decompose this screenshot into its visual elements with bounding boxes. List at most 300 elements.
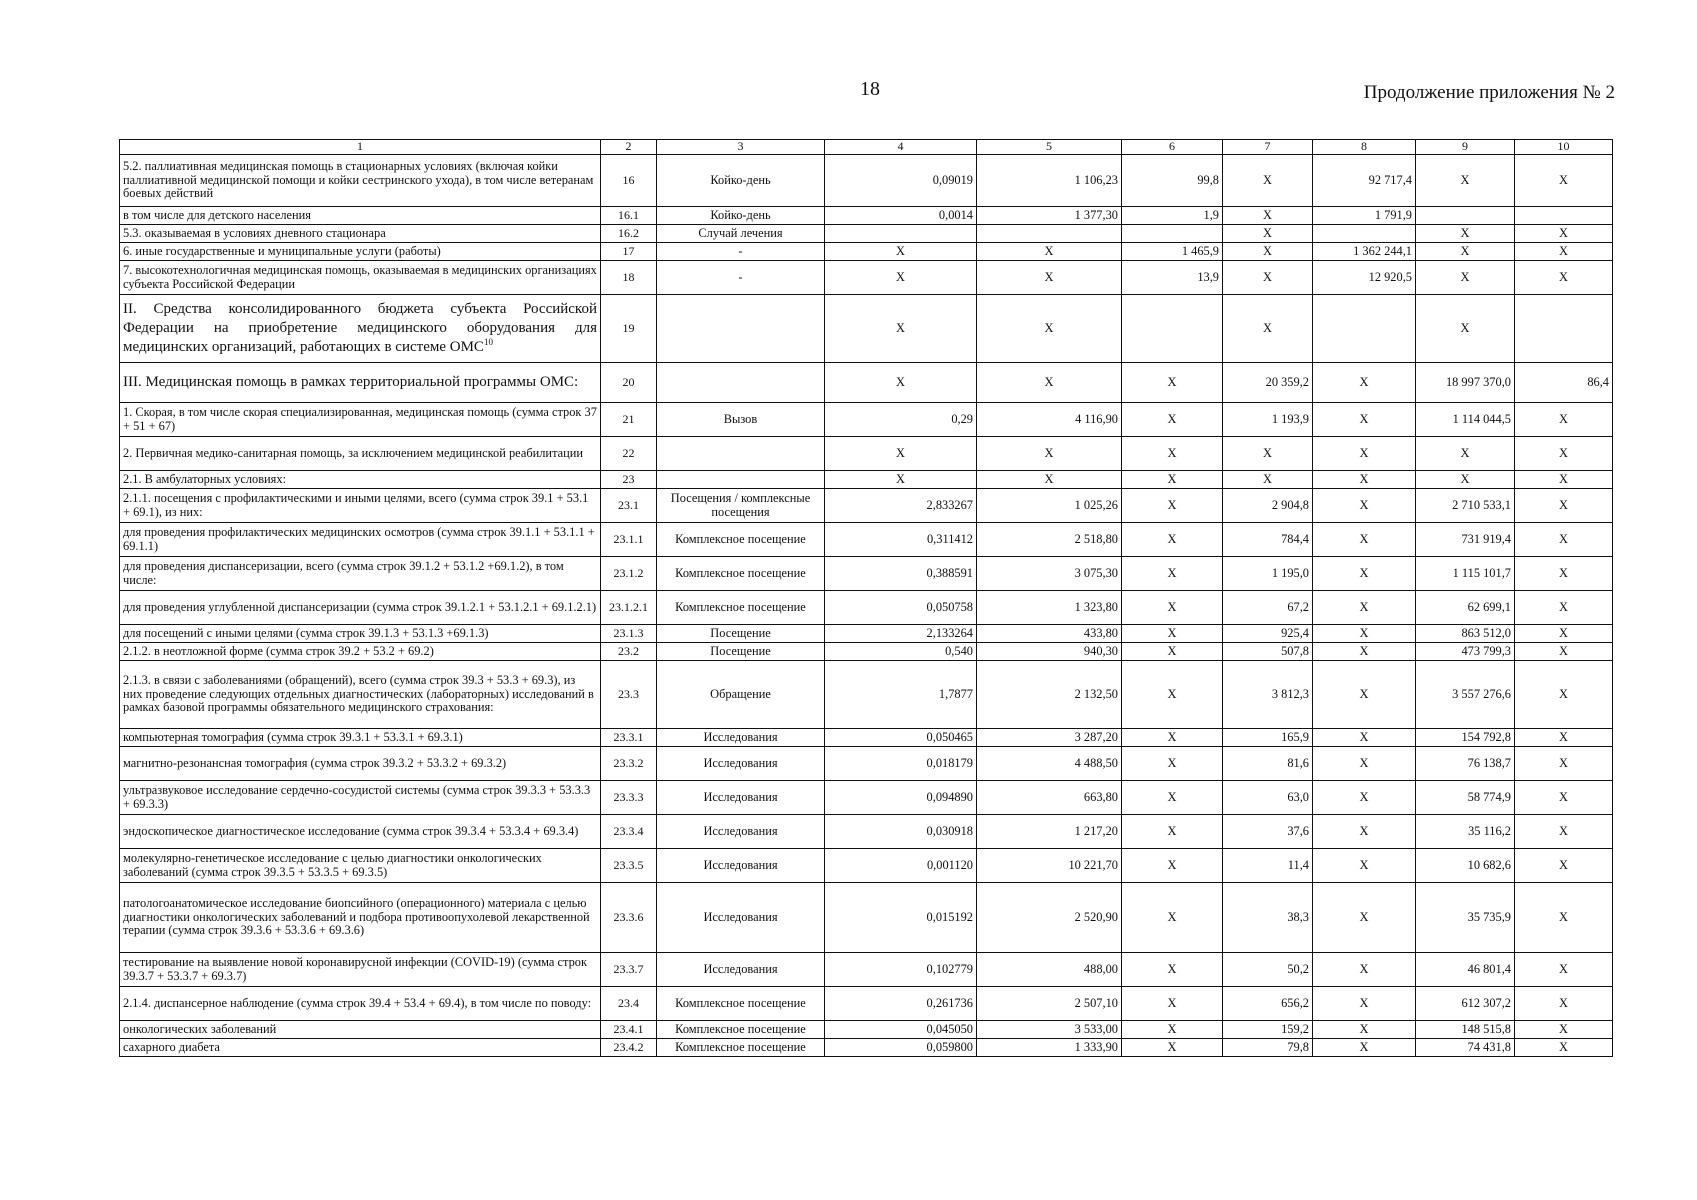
cell-per-capita-budget: X [1122,1021,1223,1039]
cell-volume-norm: 0,018179 [825,747,977,781]
column-header: 8 [1313,140,1416,155]
cell-cost-norm: 2 132,50 [977,661,1122,729]
cell-row-number: 23.3.1 [601,729,657,747]
cell-per-capita-budget: X [1122,591,1223,625]
cell-volume-norm: 0,388591 [825,557,977,591]
cell-unit: Комплексное посещение [657,523,825,557]
cell-per-capita-oms: 1 193,9 [1223,403,1313,437]
cell-oms-cost: 148 515,8 [1416,1021,1515,1039]
cell-per-capita-budget: X [1122,625,1223,643]
cell-indicator: для посещений с иными целями (сумма строк 39.1.3 + 53.1.3 +69.1.3) [120,625,601,643]
cell-oms-cost: 10 682,6 [1416,849,1515,883]
cell-volume-norm: 2,833267 [825,489,977,523]
cell-row-number: 23.1.2 [601,557,657,591]
cell-oms-cost: 58 774,9 [1416,781,1515,815]
cell-unit [657,471,825,489]
table-row [120,661,1613,729]
page-number: 18 [860,78,880,100]
cell-volume-norm: 0,059800 [825,1039,977,1057]
cell-indicator: 1. Скорая, в том числе скорая специализированная, медицинская помощь (сумма строк 37 + 51 + 67) [120,403,601,437]
cell-per-capita-oms: 656,2 [1223,987,1313,1021]
cell-oms-cost: 863 512,0 [1416,625,1515,643]
table-row [120,363,1613,403]
cell-budget-cost: X [1313,643,1416,661]
cell-indicator: сахарного диабета [120,1039,601,1057]
cell-per-capita-budget: X [1122,953,1223,987]
cell-row-number: 23.4.2 [601,1039,657,1057]
cell-budget-cost: X [1313,849,1416,883]
cell-per-capita-budget: 1,9 [1122,207,1223,225]
cell-percent: X [1515,591,1613,625]
table-row [120,747,1613,781]
table-row [120,489,1613,523]
cell-row-number: 20 [601,363,657,403]
cell-indicator: для проведения профилактических медицинских осмотров (сумма строк 39.1.1 + 53.1.1 + 69.1.1) [120,523,601,557]
column-header: 10 [1515,140,1613,155]
cell-indicator: онкологических заболеваний [120,1021,601,1039]
cell-row-number: 22 [601,437,657,471]
cell-row-number: 23.3.2 [601,747,657,781]
footnote-ref: 10 [483,337,493,348]
cell-volume-norm: 0,29 [825,403,977,437]
cell-percent: X [1515,815,1613,849]
cell-indicator: 2. Первичная медико-санитарная помощь, за исключением медицинской реабилитации [120,437,601,471]
cell-per-capita-budget: X [1122,729,1223,747]
cell-volume-norm: 0,102779 [825,953,977,987]
cell-per-capita-budget: X [1122,883,1223,953]
cell-per-capita-budget: 99,8 [1122,155,1223,207]
cell-indicator: эндоскопическое диагностическое исследование (сумма строк 39.3.4 + 53.3.4 + 69.3.4) [120,815,601,849]
cell-per-capita-oms: X [1223,243,1313,261]
cell-volume-norm: 0,311412 [825,523,977,557]
cell-cost-norm: X [977,261,1122,295]
cell-per-capita-oms: 37,6 [1223,815,1313,849]
cell-indicator: ультразвуковое исследование сердечно-сосудистой системы (сумма строк 39.3.3 + 53.3.3 + 69.3.3) [120,781,601,815]
cell-budget-cost: X [1313,1021,1416,1039]
cell-budget-cost: X [1313,781,1416,815]
cell-row-number: 23.3.3 [601,781,657,815]
column-header: 1 [120,140,601,155]
cell-per-capita-budget: X [1122,815,1223,849]
cell-indicator: 5.2. паллиативная медицинская помощь в стационарных условиях (включая койки паллиативной медицинской помощи и койки сестринского ухода), в том числе ветеранам боевых действий [120,155,601,207]
cell-budget-cost: X [1313,987,1416,1021]
cell-oms-cost: X [1416,225,1515,243]
table-row [120,261,1613,295]
cell-per-capita-oms: 11,4 [1223,849,1313,883]
cell-per-capita-budget: X [1122,987,1223,1021]
cell-oms-cost: 35 116,2 [1416,815,1515,849]
cell-indicator: магнитно-резонансная томография (сумма строк 39.3.2 + 53.3.2 + 69.3.2) [120,747,601,781]
cell-row-number: 16.2 [601,225,657,243]
table-row [120,625,1613,643]
table-row [120,815,1613,849]
cell-oms-cost: 154 792,8 [1416,729,1515,747]
cell-row-number: 19 [601,295,657,363]
cell-cost-norm: X [977,471,1122,489]
cell-row-number: 23.1.3 [601,625,657,643]
cell-unit: - [657,243,825,261]
cell-cost-norm: 3 533,00 [977,1021,1122,1039]
cell-per-capita-oms: 3 812,3 [1223,661,1313,729]
cell-row-number: 23.3.4 [601,815,657,849]
cell-volume-norm: X [825,261,977,295]
cell-row-number: 23.3.7 [601,953,657,987]
cell-per-capita-oms: X [1223,225,1313,243]
cell-cost-norm: 1 106,23 [977,155,1122,207]
cell-budget-cost [1313,225,1416,243]
cell-per-capita-budget: X [1122,643,1223,661]
table-row [120,557,1613,591]
cell-cost-norm: X [977,363,1122,403]
cell-unit: Комплексное посещение [657,1039,825,1057]
cell-oms-cost: 1 114 044,5 [1416,403,1515,437]
cell-indicator: 2.1. В амбулаторных условиях: [120,471,601,489]
cell-unit: Исследования [657,883,825,953]
table-row [120,437,1613,471]
cell-oms-cost: 3 557 276,6 [1416,661,1515,729]
cell-budget-cost: 1 791,9 [1313,207,1416,225]
cell-percent: X [1515,403,1613,437]
cell-indicator: III. Медицинская помощь в рамках территориальной программы ОМС: [120,363,601,403]
cell-unit: Исследования [657,953,825,987]
cell-per-capita-oms: 63,0 [1223,781,1313,815]
cell-budget-cost: X [1313,953,1416,987]
cell-row-number: 23.4 [601,987,657,1021]
cell-budget-cost: X [1313,591,1416,625]
cell-per-capita-oms: 925,4 [1223,625,1313,643]
cell-indicator: 6. иные государственные и муниципальные услуги (работы) [120,243,601,261]
cell-budget-cost: 92 717,4 [1313,155,1416,207]
cell-per-capita-oms: 81,6 [1223,747,1313,781]
cell-per-capita-budget: X [1122,471,1223,489]
cell-percent [1515,295,1613,363]
cell-per-capita-budget: X [1122,1039,1223,1057]
column-header-row [120,140,1613,155]
cell-per-capita-oms: X [1223,437,1313,471]
cell-oms-cost [1416,207,1515,225]
cell-indicator: 5.3. оказываемая в условиях дневного стационара [120,225,601,243]
table-row [120,243,1613,261]
cell-row-number: 17 [601,243,657,261]
cell-row-number: 23.3 [601,661,657,729]
cell-per-capita-oms: 507,8 [1223,643,1313,661]
cell-cost-norm: 940,30 [977,643,1122,661]
cell-budget-cost: X [1313,883,1416,953]
cell-unit: Комплексное посещение [657,1021,825,1039]
cell-row-number: 23.3.5 [601,849,657,883]
cell-per-capita-oms: 38,3 [1223,883,1313,953]
cell-percent: X [1515,243,1613,261]
cell-row-number: 21 [601,403,657,437]
column-header: 6 [1122,140,1223,155]
cell-indicator: II. Средства консолидированного бюджета субъекта Российской Федерации на приобретение медицинского оборудования для медицинских организаций, работающих в системе ОМС$^{10}$ [120,295,601,363]
cell-cost-norm: 3 075,30 [977,557,1122,591]
cell-cost-norm: 663,80 [977,781,1122,815]
table-row [120,1039,1613,1057]
cell-cost-norm: 4 488,50 [977,747,1122,781]
cell-cost-norm: 2 507,10 [977,987,1122,1021]
cell-budget-cost: 12 920,5 [1313,261,1416,295]
cell-budget-cost [1313,295,1416,363]
cell-percent: X [1515,661,1613,729]
cell-unit: Случай лечения [657,225,825,243]
cell-cost-norm: 488,00 [977,953,1122,987]
cell-unit: Исследования [657,729,825,747]
column-header: 4 [825,140,977,155]
appendix-title: Продолжение приложения № 2 [1363,82,1615,103]
cell-percent: X [1515,557,1613,591]
cell-per-capita-budget: X [1122,403,1223,437]
table-row [120,953,1613,987]
cell-per-capita-budget: 13,9 [1122,261,1223,295]
cell-budget-cost: X [1313,403,1416,437]
cell-percent: X [1515,523,1613,557]
cell-volume-norm: 0,540 [825,643,977,661]
cell-percent: X [1515,747,1613,781]
cell-cost-norm: 433,80 [977,625,1122,643]
cell-indicator: компьютерная томография (сумма строк 39.3.1 + 53.3.1 + 69.3.1) [120,729,601,747]
cell-indicator: 7. высокотехнологичная медицинская помощь, оказываемая в медицинских организациях субъекта Российской Федерации [120,261,601,295]
cell-percent: X [1515,437,1613,471]
column-header: 5 [977,140,1122,155]
cell-volume-norm: 2,133264 [825,625,977,643]
cell-per-capita-budget [1122,225,1223,243]
table-row [120,403,1613,437]
cell-per-capita-budget: X [1122,747,1223,781]
table-row [120,849,1613,883]
cell-indicator: для проведения диспансеризации, всего (сумма строк 39.1.2 + 53.1.2 +69.1.2), в том числе: [120,557,601,591]
cell-budget-cost: X [1313,363,1416,403]
cell-row-number: 23.1.1 [601,523,657,557]
cell-budget-cost: X [1313,437,1416,471]
table-row [120,1021,1613,1039]
cell-oms-cost: 1 115 101,7 [1416,557,1515,591]
cell-row-number: 23.3.6 [601,883,657,953]
cell-unit: Койко-день [657,155,825,207]
cell-oms-cost: 46 801,4 [1416,953,1515,987]
cell-oms-cost: 18 997 370,0 [1416,363,1515,403]
cell-percent: X [1515,849,1613,883]
cell-indicator: 2.1.3. в связи с заболеваниями (обращений), всего (сумма строк 39.3 + 53.3 + 69.3), из них проведение следующих отдельных диагностических (лабораторных) исследований в рамках базовой программы обязательного медицинского страхования: [120,661,601,729]
cell-indicator: 2.1.4. диспансерное наблюдение (сумма строк 39.4 + 53.4 + 69.4), в том числе по поводу: [120,987,601,1021]
cell-cost-norm [977,225,1122,243]
cell-budget-cost: X [1313,625,1416,643]
cell-unit [657,437,825,471]
cell-volume-norm: X [825,243,977,261]
cell-percent: X [1515,781,1613,815]
table-body [120,155,1613,1057]
cell-percent: X [1515,729,1613,747]
cell-volume-norm: X [825,363,977,403]
table-row [120,295,1613,363]
cell-cost-norm: 2 520,90 [977,883,1122,953]
cell-oms-cost: 612 307,2 [1416,987,1515,1021]
cell-per-capita-budget: X [1122,661,1223,729]
cell-unit: Вызов [657,403,825,437]
cell-per-capita-oms: X [1223,155,1313,207]
table-row [120,883,1613,953]
cell-percent: 86,4 [1515,363,1613,403]
cell-oms-cost: 35 735,9 [1416,883,1515,953]
cell-unit: Посещение [657,625,825,643]
cell-cost-norm: 1 323,80 [977,591,1122,625]
cell-per-capita-oms: 2 904,8 [1223,489,1313,523]
cell-percent: X [1515,1021,1613,1039]
cell-volume-norm: 0,001120 [825,849,977,883]
cell-oms-cost: 74 431,8 [1416,1039,1515,1057]
cell-percent: X [1515,1039,1613,1057]
data-table [119,139,1613,1057]
cell-per-capita-oms: X [1223,261,1313,295]
cell-per-capita-oms: X [1223,295,1313,363]
cell-percent: X [1515,155,1613,207]
cell-budget-cost: X [1313,815,1416,849]
table-row [120,207,1613,225]
cell-per-capita-budget: 1 465,9 [1122,243,1223,261]
cell-row-number: 23.2 [601,643,657,661]
cell-oms-cost: X [1416,243,1515,261]
cell-volume-norm: X [825,471,977,489]
cell-unit: Обращение [657,661,825,729]
cell-row-number: 16 [601,155,657,207]
cell-volume-norm: 0,050758 [825,591,977,625]
cell-row-number: 16.1 [601,207,657,225]
cell-oms-cost: X [1416,295,1515,363]
cell-volume-norm: 0,030918 [825,815,977,849]
cell-volume-norm: 0,261736 [825,987,977,1021]
cell-cost-norm: 4 116,90 [977,403,1122,437]
cell-oms-cost: X [1416,437,1515,471]
cell-unit: Исследования [657,849,825,883]
cell-volume-norm: 0,0014 [825,207,977,225]
cell-oms-cost: 62 699,1 [1416,591,1515,625]
cell-unit: Комплексное посещение [657,591,825,625]
cell-oms-cost: X [1416,471,1515,489]
cell-budget-cost: X [1313,523,1416,557]
cell-indicator: тестирование на выявление новой коронавирусной инфекции (COVID-19) (сумма строк 39.3.7 + 53.3.7 + 69.3.7) [120,953,601,987]
cell-budget-cost: X [1313,1039,1416,1057]
cell-per-capita-budget [1122,295,1223,363]
cell-per-capita-oms: 165,9 [1223,729,1313,747]
cell-per-capita-budget: X [1122,523,1223,557]
cell-volume-norm: 0,094890 [825,781,977,815]
cell-unit: Комплексное посещение [657,987,825,1021]
cell-row-number: 23.1.2.1 [601,591,657,625]
cell-per-capita-budget: X [1122,489,1223,523]
cell-row-number: 23.1 [601,489,657,523]
cell-per-capita-budget: X [1122,437,1223,471]
cell-indicator: 2.1.1. посещения с профилактическими и иными целями, всего (сумма строк 39.1 + 53.1 + 69.1), из них: [120,489,601,523]
cell-oms-cost: X [1416,261,1515,295]
cell-unit: - [657,261,825,295]
cell-unit: Койко-день [657,207,825,225]
cell-budget-cost: X [1313,471,1416,489]
column-header: 3 [657,140,825,155]
cell-unit [657,363,825,403]
cell-volume-norm: 0,09019 [825,155,977,207]
table-row [120,729,1613,747]
cell-budget-cost: X [1313,557,1416,591]
cell-unit: Исследования [657,781,825,815]
cell-budget-cost: X [1313,747,1416,781]
cell-cost-norm: 1 333,90 [977,1039,1122,1057]
cell-unit: Посещения / комплексные посещения [657,489,825,523]
cell-cost-norm: 1 025,26 [977,489,1122,523]
cell-percent [1515,207,1613,225]
cell-unit [657,295,825,363]
cell-percent: X [1515,489,1613,523]
cell-per-capita-oms: 159,2 [1223,1021,1313,1039]
cell-unit: Исследования [657,747,825,781]
cell-indicator: для проведения углубленной диспансеризации (сумма строк 39.1.2.1 + 53.1.2.1 + 69.1.2.1) [120,591,601,625]
cell-cost-norm: 1 217,20 [977,815,1122,849]
cell-cost-norm: X [977,437,1122,471]
cell-per-capita-oms: 784,4 [1223,523,1313,557]
cell-oms-cost: 76 138,7 [1416,747,1515,781]
cell-volume-norm: 0,015192 [825,883,977,953]
cell-per-capita-oms: X [1223,471,1313,489]
cell-indicator: 2.1.2. в неотложной форме (сумма строк 39.2 + 53.2 + 69.2) [120,643,601,661]
cell-cost-norm: X [977,295,1122,363]
cell-per-capita-budget: X [1122,557,1223,591]
cell-per-capita-oms: 50,2 [1223,953,1313,987]
cell-percent: X [1515,225,1613,243]
cell-unit: Посещение [657,643,825,661]
column-header: 9 [1416,140,1515,155]
cell-per-capita-oms: 20 359,2 [1223,363,1313,403]
cell-row-number: 23 [601,471,657,489]
table-row [120,523,1613,557]
cell-volume-norm: 1,7877 [825,661,977,729]
cell-volume-norm: 0,050465 [825,729,977,747]
table-row [120,591,1613,625]
cell-per-capita-budget: X [1122,363,1223,403]
cell-per-capita-budget: X [1122,781,1223,815]
cell-percent: X [1515,643,1613,661]
cell-cost-norm: 10 221,70 [977,849,1122,883]
cell-cost-norm: 1 377,30 [977,207,1122,225]
table-row [120,225,1613,243]
table-row [120,471,1613,489]
cell-percent: X [1515,261,1613,295]
cell-budget-cost: X [1313,489,1416,523]
cell-volume-norm: X [825,295,977,363]
cell-volume-norm: 0,045050 [825,1021,977,1039]
cell-cost-norm: 3 287,20 [977,729,1122,747]
cell-per-capita-budget: X [1122,849,1223,883]
cell-budget-cost: 1 362 244,1 [1313,243,1416,261]
cell-oms-cost: 731 919,4 [1416,523,1515,557]
cell-volume-norm: X [825,437,977,471]
cell-unit: Исследования [657,815,825,849]
cell-row-number: 18 [601,261,657,295]
cell-budget-cost: X [1313,729,1416,747]
cell-oms-cost: 2 710 533,1 [1416,489,1515,523]
cell-indicator: молекулярно-генетическое исследование с целью диагностики онкологических заболеваний (сумма строк 39.3.5 + 53.3.5 + 69.3.5) [120,849,601,883]
cell-percent: X [1515,987,1613,1021]
cell-indicator: в том числе для детского населения [120,207,601,225]
cell-cost-norm: X [977,243,1122,261]
cell-per-capita-oms: 1 195,0 [1223,557,1313,591]
column-header: 7 [1223,140,1313,155]
table-row [120,643,1613,661]
cell-per-capita-oms: X [1223,207,1313,225]
cell-unit: Комплексное посещение [657,557,825,591]
table-row [120,155,1613,207]
table-row [120,987,1613,1021]
cell-row-number: 23.4.1 [601,1021,657,1039]
cell-oms-cost: X [1416,155,1515,207]
